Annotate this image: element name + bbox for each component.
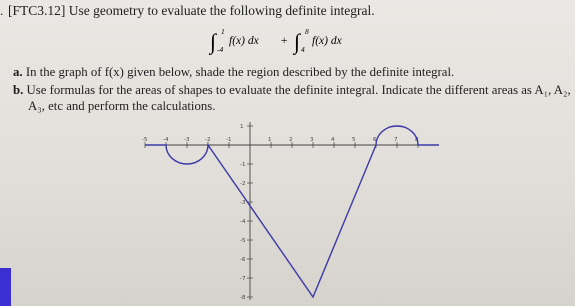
x-tick-label: -3 <box>184 137 190 143</box>
x-tick-label: 5 <box>352 137 356 143</box>
axis-ticks <box>145 126 418 297</box>
x-tick-label: 6 <box>373 137 377 143</box>
integral2-upper: 8 <box>305 27 309 36</box>
y-tick-label: -5 <box>240 238 246 244</box>
x-tick-label: 8 <box>415 137 419 143</box>
part-b-line1: Use formulas for the areas of shapes to evaluate the definite integral. Indicate the different areas as A₁, A₂, <box>26 83 571 97</box>
y-tick-label: -6 <box>240 257 246 263</box>
integral1-lower: -4 <box>217 45 224 54</box>
y-tick-label: -8 <box>240 295 246 301</box>
integral2-lower: 4 <box>301 45 305 54</box>
integral1-integrand: f(x) dx <box>229 35 259 47</box>
problem-bullet: . <box>0 3 4 18</box>
y-tick-label: -2 <box>240 181 246 187</box>
part-a-text: In the graph of f(x) given below, shade the region described by the definite integral. <box>25 65 455 79</box>
x-tick-label: -2 <box>205 137 211 143</box>
integral1-upper: 1 <box>221 27 225 36</box>
x-tick-label: 7 <box>394 137 398 143</box>
y-tick-label: -3 <box>240 200 246 206</box>
part-a-label: a. <box>13 65 23 79</box>
graph-axes <box>152 122 432 300</box>
y-tick-label: -7 <box>240 276 246 282</box>
y-tick-label: -1 <box>240 162 246 168</box>
x-tick-label: 3 <box>310 137 314 143</box>
svg-text:∫: ∫ <box>294 29 301 54</box>
axis-tick-labels <box>142 124 419 301</box>
x-tick-label: 4 <box>331 137 335 143</box>
x-tick-label: -1 <box>226 137 232 143</box>
x-tick-label: -5 <box>142 137 148 143</box>
function-curve <box>145 126 439 297</box>
part-b-label: b. <box>13 83 24 97</box>
problem-title: [FTC3.12] Use geometry to evaluate the following definite integral. <box>8 3 375 18</box>
svg-text:∫: ∫ <box>210 29 217 54</box>
part-b-line2: A₃, etc and perform the calculations. <box>28 99 216 113</box>
x-tick-label: 2 <box>289 137 293 143</box>
x-tick-label: -4 <box>163 137 169 143</box>
y-tick-label: 1 <box>240 124 244 130</box>
side-tab <box>0 268 11 306</box>
integral-plus: + <box>280 33 289 47</box>
y-tick-label: -4 <box>240 219 246 225</box>
x-tick-label: 1 <box>268 137 272 143</box>
integral2-integrand: f(x) dx <box>312 35 342 47</box>
